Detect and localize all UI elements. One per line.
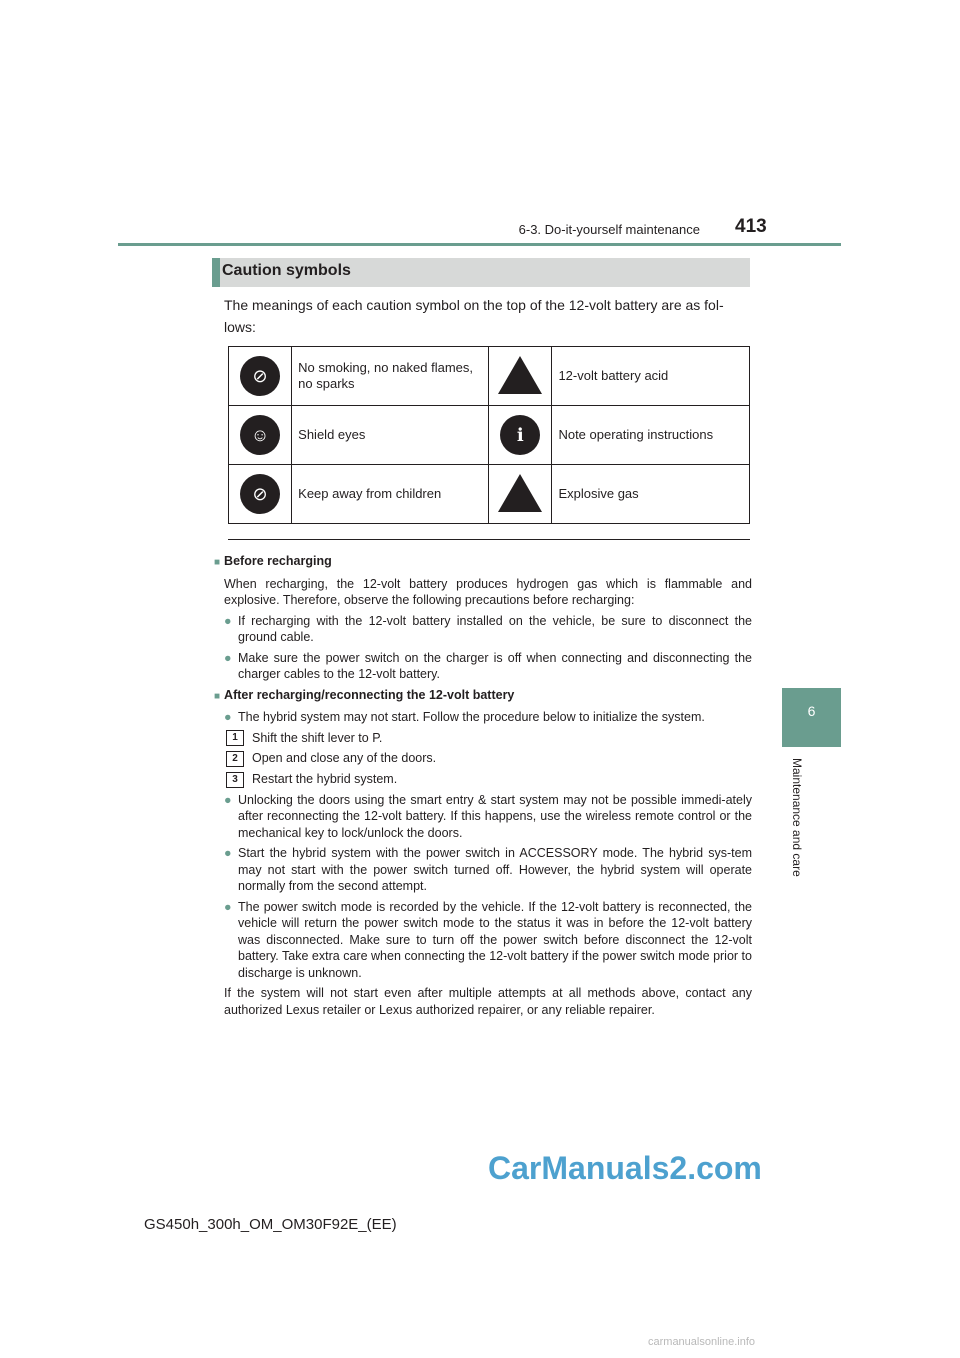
section-title: Caution symbols — [222, 262, 351, 279]
table-row — [229, 406, 750, 465]
step-number: 1 — [226, 730, 244, 746]
watermark-logo: CarManuals2.com — [488, 1150, 762, 1186]
step-number: 2 — [226, 751, 244, 767]
caution-symbols-table — [228, 346, 750, 524]
keep-away-children-icon: ⊘ — [240, 474, 280, 514]
no-smoking-icon: ⊘ — [240, 356, 280, 396]
intro-text: The meanings of each caution symbol on the top of the 12-volt battery are as fol-lows: — [224, 297, 724, 335]
symbol-label: No smoking, no naked flames, no sparks — [292, 347, 489, 406]
explosive-gas-icon — [498, 474, 542, 512]
list-item: ● Unlocking the doors using the smart entry & start system may not be possible immedi-ately after reconnecting the 12-volt battery. If this happens, use the wireless remote control or the mechanical key to lock/unlock the doors. — [224, 792, 752, 842]
list-item: ● Make sure the power switch on the charger is off when connecting and disconnecting the charger cables to the 12-volt battery. — [224, 650, 752, 683]
operating-instructions-icon: ℹ — [500, 415, 540, 455]
body-text — [214, 549, 752, 1018]
list-item: ● The power switch mode is recorded by the vehicle. If the 12-volt battery is reconnected, the vehicle will return the power switch mode to the status it was in before the 12-volt battery was disconnected. Make sure to turn off the power switch before disconnect the 12-volt battery. Take extra care when connecting the 12-volt battery if the power switch mode prior to discharge is unknown. — [224, 899, 752, 982]
step-item — [226, 730, 752, 747]
symbol-label: Explosive gas — [552, 465, 750, 524]
table-row — [229, 347, 750, 406]
closing-text: If the system will not start even after multiple attempts at all methods above, contact any authorized Lexus retailer or Lexus authorized repairer, or any reliable repairer. — [224, 986, 752, 1017]
page-number: 413 — [735, 216, 767, 237]
before-recharging-heading: ■ Before recharging — [214, 553, 752, 572]
after-recharging-heading: ■ After recharging/reconnecting the 12-volt battery — [214, 687, 752, 706]
section-divider — [228, 539, 750, 540]
battery-acid-icon — [498, 356, 542, 394]
footer-code: GS450h_300h_OM_OM30F92E_(EE) — [144, 1216, 397, 1233]
list-item: ● Start the hybrid system with the power switch in ACCESSORY mode. The hybrid sys-tem may not start with the power switch turned off. However, the hybrid system will operate normally from the second attempt. — [224, 845, 752, 895]
header-rule — [118, 243, 841, 246]
symbol-label: Shield eyes — [292, 406, 489, 465]
step-text: Open and close any of the doors. — [252, 751, 437, 766]
step-text: Shift the shift lever to P. — [252, 730, 383, 745]
shield-eyes-icon: ☺ — [240, 415, 280, 455]
header-title: 6-3. Do-it-yourself maintenance — [518, 222, 700, 237]
list-item: ● The hybrid system may not start. Follow the procedure below to initialize the system. — [224, 709, 752, 726]
step-text: Restart the hybrid system. — [252, 771, 398, 786]
watermark-text: carmanualsonline.info — [648, 1336, 756, 1348]
step-item — [226, 771, 752, 788]
chapter-label: Maintenance and care — [790, 758, 804, 877]
step-number: 3 — [226, 772, 244, 788]
before-recharging-text: When recharging, the 12-volt battery produces hydrogen gas which is flammable and explosive. Therefore, observe the following precautions before recharging: — [224, 576, 752, 607]
symbol-label: 12-volt battery acid — [552, 347, 750, 406]
table-row — [229, 465, 750, 524]
list-item: ● If recharging with the 12-volt battery installed on the vehicle, be sure to disconnect the ground cable. — [224, 613, 752, 646]
symbol-label: Note operating instructions — [552, 406, 750, 465]
symbol-label: Keep away from children — [292, 465, 489, 524]
chapter-tab: 6 — [782, 688, 841, 747]
step-item — [226, 750, 752, 767]
